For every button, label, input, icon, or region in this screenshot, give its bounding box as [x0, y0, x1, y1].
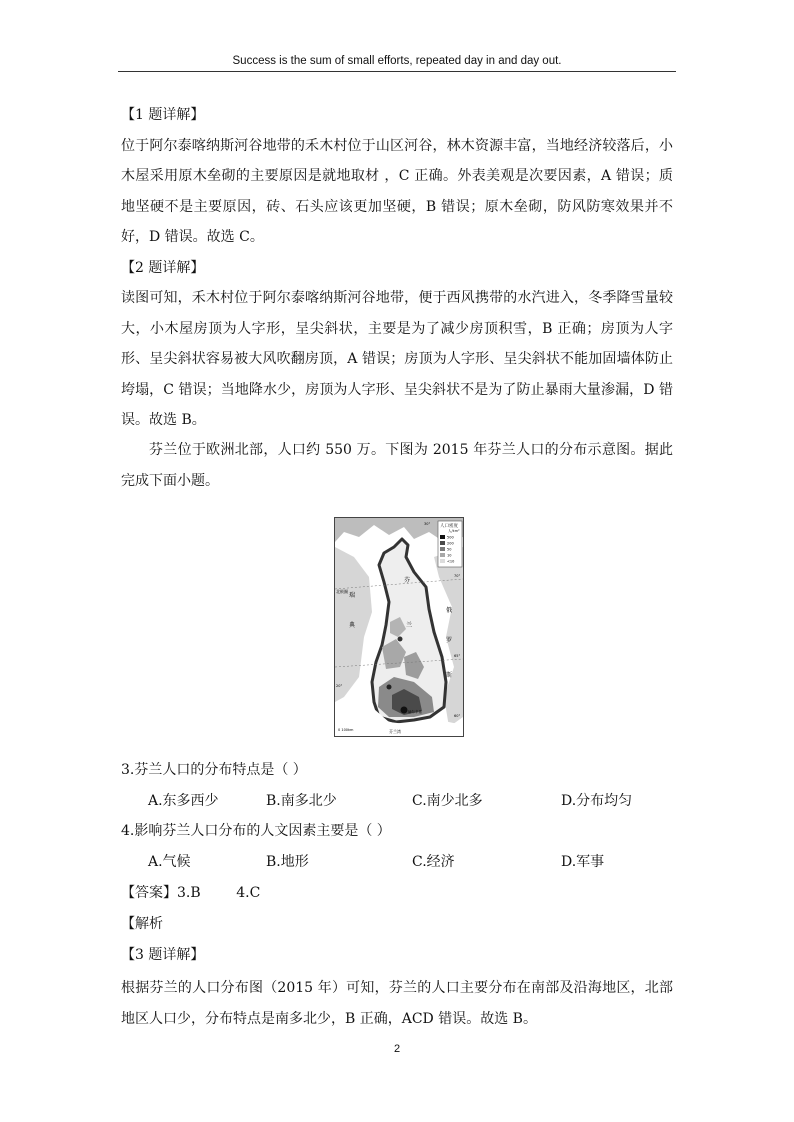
lat-label-65: 65° — [454, 654, 461, 658]
question-3-options — [148, 790, 668, 812]
finland-population-map — [334, 517, 464, 737]
answer-line — [121, 882, 260, 902]
section-1-heading: 【1 题详解】 — [121, 107, 205, 123]
neighbor-label-3: 俄 — [446, 607, 453, 614]
lon-label-30: 30° — [424, 522, 431, 526]
legend-item-1: 500 — [447, 535, 454, 540]
page-number: 2 — [393, 1043, 401, 1055]
capital-label: 赫尔辛基 — [408, 710, 422, 714]
q4-option-c: C.经济 — [412, 854, 455, 870]
answer-label: 【答案】 — [121, 885, 177, 901]
helsinki-dot — [401, 707, 408, 714]
scale-label: 0 100km — [338, 728, 354, 732]
legend-item-3: 50 — [447, 547, 452, 552]
page-header-motto: Success is the sum of small efforts, repeated day in and day out. — [232, 55, 562, 67]
section-2-text: 读图可知，禾木村位于阿尔泰喀纳斯河谷地带，便于西风携带的水汽进入，冬季降雪量较大，小木屋房顶为人字形，呈尖斜状，主要是为了减少房顶积雪，B 正确；房顶为人字形、呈尖斜状容易被大风吹翻房顶，A 错误；房顶为人字形、呈尖斜状不能加固墙体防止垮塌，C 错误；当地降水少，房顶为人字形、呈尖斜状不是为了防止暴雨大量渗漏，D 错误。故选 B。 — [121, 290, 673, 428]
lat-label-60: 60° — [454, 714, 461, 718]
question-4-options — [148, 851, 668, 873]
map-figure — [334, 517, 464, 737]
legend-title: 人口密度 — [440, 524, 458, 529]
country-label-fin-1: 芬 — [404, 577, 411, 584]
neighbor-label-1: 瑞 — [349, 592, 356, 599]
lon-label-20: 20° — [336, 684, 343, 688]
section-1-text: 位于阿尔泰喀纳斯河谷地带的禾木村位于山区河谷，林木资源丰富，当地经济较落后，小木屋采用原木垒砌的主要原因是就地取材 ，C 正确。外表美观是次要因素，A 错误；质地坚硬不是主要原因，砖、石头应该更加坚硬，B 错误；原木垒砌，防风防寒效果并不好，D 错误。故选 C。 — [121, 137, 673, 245]
neighbor-label-5: 斯 — [446, 672, 453, 679]
analysis-label: 【解析 — [121, 916, 163, 932]
q4-option-d: D.军事 — [561, 854, 605, 870]
arctic-circle-label: 北极圈 — [336, 589, 348, 594]
question-3-stem: 3.芬兰人口的分布特点是（ ） — [121, 762, 307, 778]
legend-unit: 人/km² — [448, 529, 460, 533]
q3-option-a: A.东多西少 — [148, 793, 219, 809]
header-rule — [118, 71, 676, 72]
legend-item-5: <10 — [447, 559, 455, 564]
section-3-text: 根据芬兰的人口分布图（2015 年）可知，芬兰的人口主要分布在南部及沿海地区，北部地区人口少，分布特点是南多北少，B 正确，ACD 错误。故选 B。 — [121, 980, 673, 1027]
sea-label: 芬兰湾 — [389, 729, 401, 734]
neighbor-label-4: 罗 — [446, 637, 453, 644]
neighbor-label-2: 典 — [349, 622, 356, 629]
q3-option-c: C.南少北多 — [412, 793, 483, 809]
legend-item-4: 10 — [447, 553, 452, 558]
answer-explanations — [121, 100, 673, 496]
answer-values: 3.B 4.C — [177, 885, 261, 901]
section-3-heading: 【3 题详解】 — [121, 947, 205, 963]
lat-label-70: 70° — [454, 574, 461, 578]
legend-item-2: 200 — [447, 541, 454, 546]
finland-intro: 芬兰位于欧洲北部，人口约 550 万。下图为 2015 年芬兰人口的分布示意图。据此完成下面小题。 — [121, 442, 673, 489]
q3-option-d: D.分布均匀 — [561, 793, 633, 809]
question-4-stem: 4.影响芬兰人口分布的人文因素主要是（ ） — [121, 823, 391, 839]
section-2-heading: 【2 题详解】 — [121, 259, 205, 276]
q3-option-b: B.南多北少 — [266, 793, 337, 809]
country-label-fin-2: 兰 — [406, 622, 413, 629]
q4-option-b: B.地形 — [266, 854, 309, 870]
q4-option-a: A.气候 — [148, 854, 191, 870]
